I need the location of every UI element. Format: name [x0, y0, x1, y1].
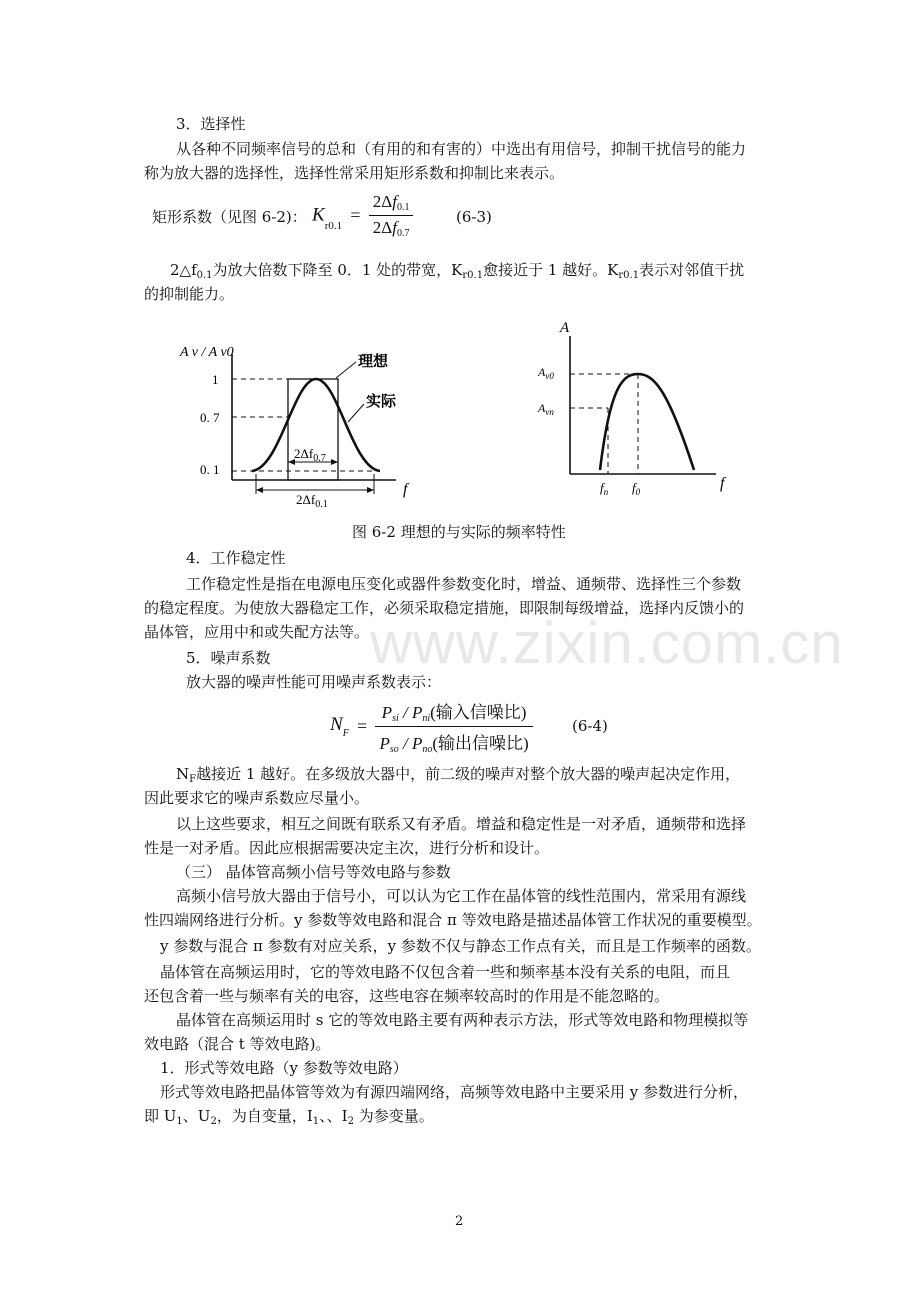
tick-1: 1 [212, 372, 219, 387]
label-ideal: 理想 [358, 354, 389, 370]
sec-three-line4: 晶体管在高频运用时，它的等效电路不仅包含着一些和频率基本没有关系的电阻，而且 [160, 963, 731, 981]
resonance-curve [600, 374, 694, 470]
section-5-heading: 5．噪声系数 [186, 649, 271, 667]
sub1-line1: 形式等效电路把晶体管等效为有源四端网络，高频等效电路中主要采用 y 参数进行分析， [160, 1083, 749, 1101]
avn-label: $A_{vn}$ [538, 401, 554, 417]
nf-fraction: $\frac{P_{si} / P_{ni}(输入信噪比)}{P_{so} / P_{no}(输出信噪比)}$ [375, 698, 532, 755]
page-number: 2 [455, 1214, 464, 1229]
ideal-response-rect [288, 379, 338, 480]
right-y-label: A [560, 320, 570, 336]
sec3-para1-line1: 从各种不同频率信号的总和（有用的和有害的）中选出有用信号，抑制干扰信号的能力 [176, 140, 747, 158]
sec4-line2: 的稳定程度。为使放大器稳定工作，必须采取稳定措施，即限制每级增益，选择内反馈小的 [144, 599, 745, 617]
sec4-line3: 晶体管，应用中和或失配方法等。 [144, 623, 370, 641]
tick-0-1: 0. 1 [200, 462, 220, 477]
sec5-para1-line1: $N_F$越接近 1 越好。在多级放大器中，前二级的噪声对整个放大器的噪声起决定作用， [176, 765, 741, 785]
sec3-para1-line2: 称为放大器的选择性，选择性常采用矩形系数和抑制比来表示。 [144, 164, 565, 182]
fn-label: $f_n$ [600, 480, 609, 497]
sec5-para2-line1: 以上这些要求，相互之间既有联系又有矛盾。增益和稳定性是一对矛盾，通频带和选择 [176, 815, 747, 833]
figure-caption: 图 6-2 理想的与实际的频率特性 [352, 523, 566, 541]
f0-label: $f_0$ [632, 480, 641, 497]
ideal-leader [336, 362, 356, 378]
av0-label: $A_{v0}$ [538, 365, 554, 381]
sec3-para2-line1: $2\triangle f_{0.1}$为放大倍数下降至 0．1 处的带宽，$K_{r0.1}$愈接近于 1 越好。$K_{r0.1}$表示对邻值干扰 [170, 261, 745, 281]
left-frequency-plot [179, 345, 410, 508]
watermark: www.zixin.com.cn [370, 611, 844, 676]
rect-coefficient-label: 矩形系数（见图 6-2)： [152, 208, 307, 226]
sec-three-line7: 效电路（混合 t 等效电路)。 [144, 1035, 331, 1053]
right-frequency-plot [537, 320, 727, 497]
section-three-heading: （三） 晶体管高频小信号等效电路与参数 [176, 863, 451, 881]
sec4-line1: 工作稳定性是指在电源电压变化或器件参数变化时，增益、通频带、选择性三个参数 [186, 575, 742, 593]
bw07-label: $2\Delta f_{0.7}$ [294, 446, 326, 464]
sec5-para2-line2: 性是一对矛盾。因此应根据需要决定主次，进行分析和设计。 [144, 839, 550, 857]
sec5-intro: 放大器的噪声性能可用噪声系数表示： [186, 673, 442, 691]
right-x-label: f [720, 475, 725, 492]
section-3-heading: 3．选择性 [176, 115, 246, 133]
sec-three-line3: y 参数与混合 π 参数有对应关系，y 参数不仅与静态工作点有关，而且是工作频率的函数。 [160, 937, 761, 955]
subsection-1-heading: 1．形式等效电路（y 参数等效电路） [160, 1059, 408, 1077]
sec3-para2-line2: 的抑制能力。 [144, 285, 235, 303]
bw01-label: $2\Delta f_{0.1}$ [296, 492, 328, 508]
left-x-label: f [403, 481, 408, 498]
equation-number-6-3: (6-3) [456, 208, 492, 226]
sec-three-line6: 晶体管在高频运用时 s 它的等效电路主要有两种表示方法，形式等效电路和物理模拟等 [176, 1011, 749, 1029]
label-actual: 实际 [366, 394, 397, 410]
equation-6-4: $N_F$ = $\frac{P_{si} / P_{ni}(输入信噪比)}{P_{so} / P_{no}(输出信噪比)}$ [330, 698, 533, 755]
tick-0-7: 0. 7 [200, 410, 220, 425]
sec-three-line2: 性四端网络进行分析。y 参数等效电路和混合 π 等效电路是描述晶体管工作状况的重要模型。 [144, 911, 762, 929]
equation-number-6-4: (6-4) [572, 717, 608, 735]
sec5-para1-line2: 因此要求它的噪声系数应尽量小。 [144, 789, 370, 807]
section-4-heading: 4．工作稳定性 [186, 549, 286, 567]
figure-6-2 [170, 318, 740, 508]
equation-6-3: $K_{r0.1}$ = $\frac{2\Delta f_{0.1}}{2\Delta f_{0.7}}$ [312, 192, 413, 239]
actual-leader [348, 404, 364, 422]
eq-fraction: $\frac{2\Delta f_{0.1}}{2\Delta f_{0.7}}$ [369, 192, 414, 239]
sec-three-line1: 高频小信号放大器由于信号小，可以认为它工作在晶体管的线性范围内，常采用有源线 [176, 887, 747, 905]
eq-k: K [312, 204, 325, 226]
left-y-label: A v / A v0 [180, 345, 234, 360]
sub1-line2: 即 $U_1$、$U_2$，为自变量，$I_1$、、$I_2$ 为参变量。 [144, 1107, 434, 1127]
sec-three-line5: 还包含着一些与频率有关的电容，这些电容在频率较高时的作用是不能忽略的。 [144, 987, 670, 1005]
